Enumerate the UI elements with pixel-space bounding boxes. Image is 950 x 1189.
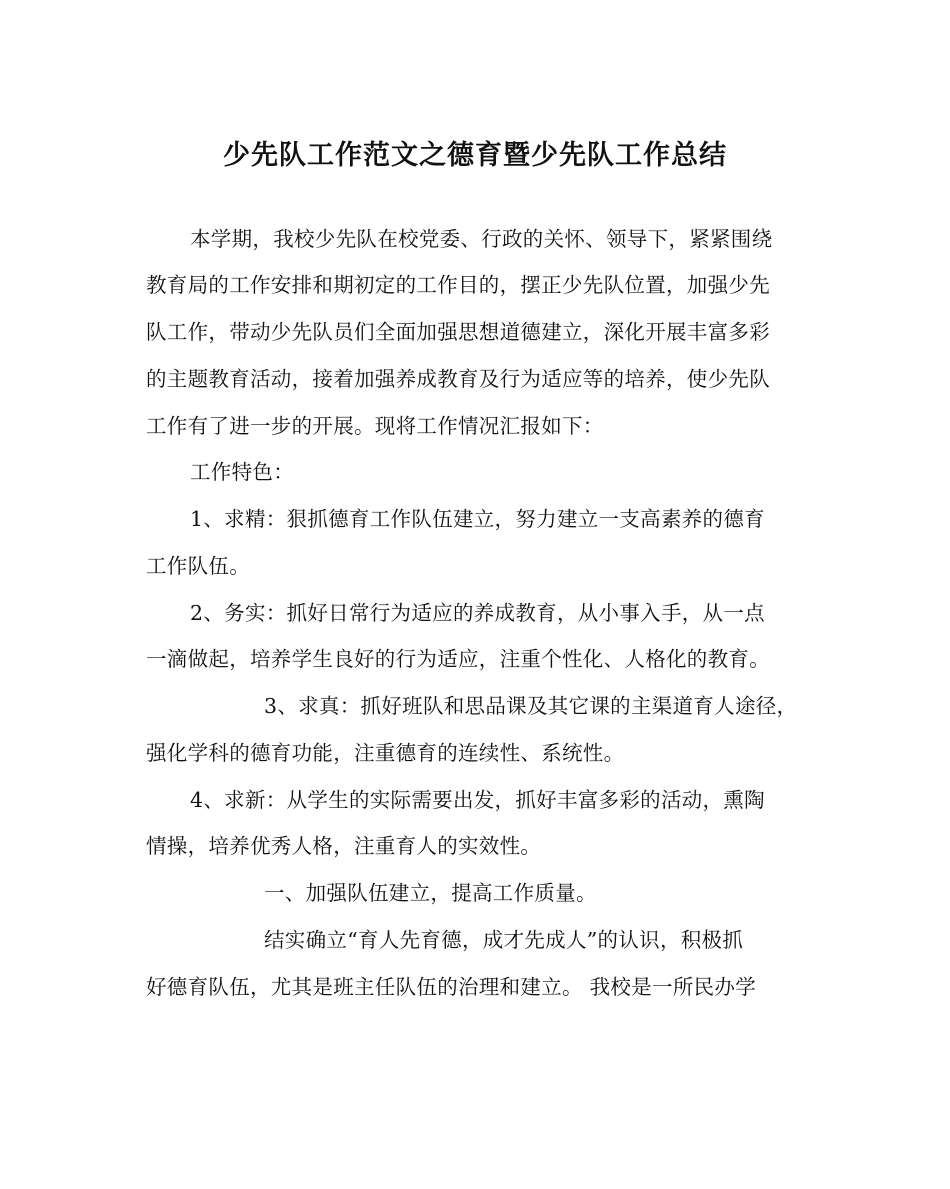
paragraph-line: 3、求真：抓好班队和思品课及其它课的主渠道育人途径， (264, 694, 798, 718)
section-heading: 一、加强队伍建立，提高工作质量。 (264, 881, 597, 905)
paragraph-line: 工作有了进一步的开展。现将工作情况汇报如下： (146, 414, 604, 438)
paragraph-line: 4、求新：从学生的实际需要出发，抓好丰富多彩的活动，熏陶 (190, 788, 765, 812)
paragraph-line: 强化学科的德育功能，注重德育的连续性、系统性。 (146, 741, 625, 765)
paragraph-line: 1、求精：狠抓德育工作队伍建立，努力建立一支高素养的德育 (190, 507, 765, 531)
paragraph-line: 情操，培养优秀人格，注重育人的实效性。 (146, 834, 542, 858)
paragraph-line: 2、务实：抓好日常行为适应的养成教育，从小事入手，从一点 (190, 601, 765, 625)
paragraph-line: 教育局的工作安排和期初定的工作目的，摆正少先队位置，加强少先 (146, 273, 770, 297)
document-title: 少先队工作范文之德育暨少先队工作总结 (223, 140, 727, 171)
paragraph-line: 队工作，带动少先队员们全面加强思想道德建立，深化开展丰富多彩 (146, 320, 770, 344)
paragraph-line: 本学期，我校少先队在校党委、行政的关怀、领导下，紧紧围绕 (190, 227, 773, 251)
paragraph-line: 好德育队伍，尤其是班主任队伍的治理和建立。 我校是一所民办学 (146, 975, 757, 999)
paragraph-line: 的主题教育活动，接着加强养成教育及行为适应等的培养，使少先队 (146, 367, 770, 391)
paragraph-line: 结实确立“育人先育德，成才先成人”的认识，积极抓 (264, 928, 744, 952)
paragraph-line: 一滴做起，培养学生良好的行为适应，注重个性化、人格化的教育。 (146, 647, 770, 671)
section-heading: 工作特色： (190, 460, 294, 484)
paragraph-line: 工作队伍。 (146, 554, 250, 578)
